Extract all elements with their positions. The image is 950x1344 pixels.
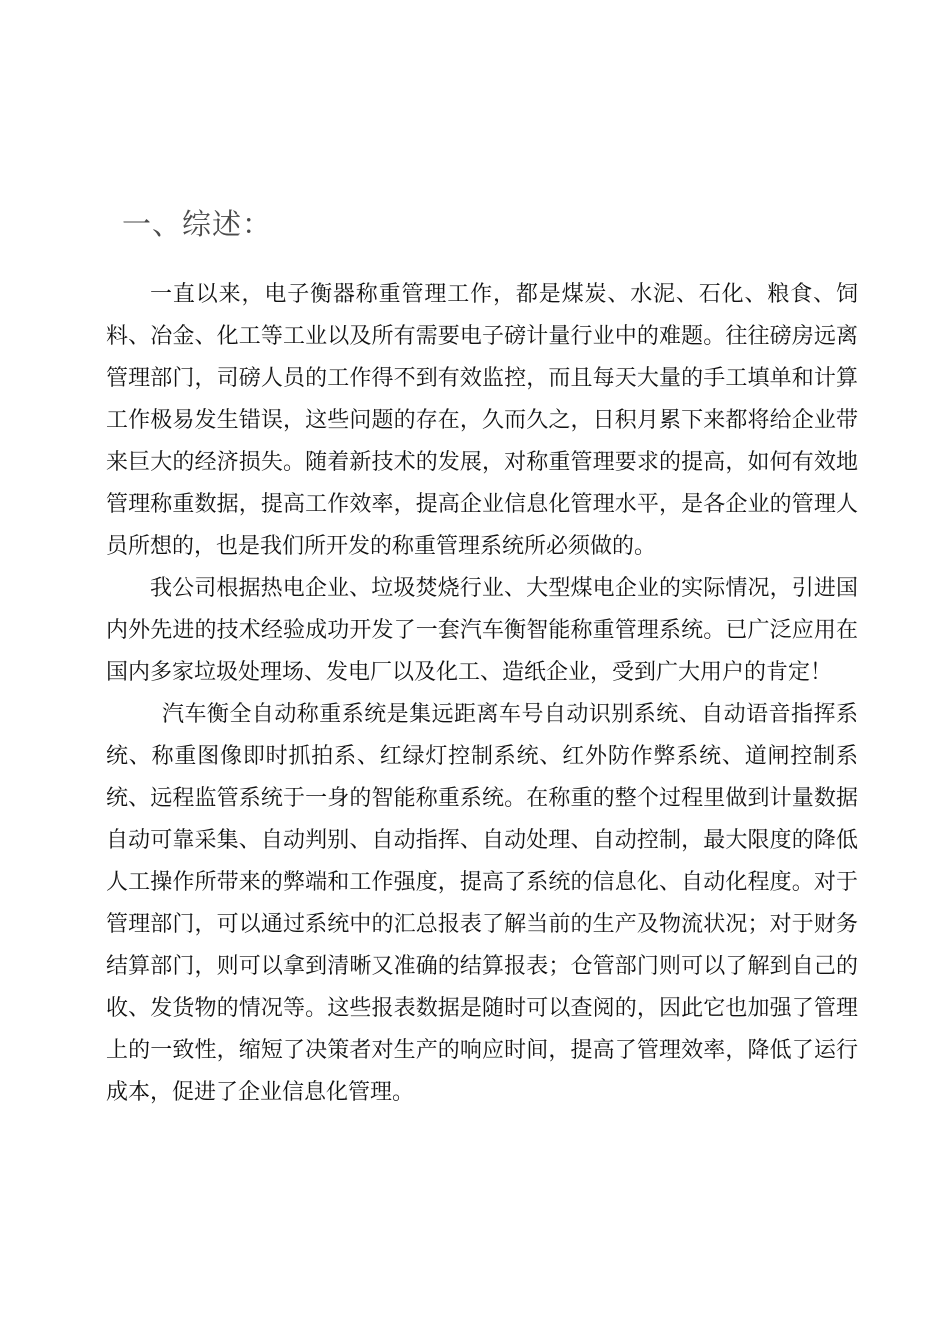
document-body (106, 274, 858, 1114)
paragraph-system-description: 汽车衡全自动称重系统是集远距离车号自动识别系统、自动语音指挥系统、称重图像即时抓拍系、红绿灯控制系统、红外防作弊系统、道闸控制系统、远程监管系统于一身的智能称重系统。在称重的整个过程里做到计量数据自动可靠采集、自动判别、自动指挥、自动处理、自动控制，最大限度的降低人工操作所带来的弊端和工作强度，提高了系统的信息化、自动化程度。对于管理部门，可以通过系统中的汇总报表了解当前的生产及物流状况；对于财务结算部门，则可以拿到清晰又准确的结算报表；仓管部门则可以了解到自己的收、发货物的情况等。这些报表数据是随时可以查阅的，因此它也加强了管理上的一致性，缩短了决策者对生产的响应时间，提高了管理效率，降低了运行成本，促进了企业信息化管理。 (106, 702, 858, 1105)
section-heading: 一、综述： (122, 207, 273, 241)
paragraph-overview: 一直以来，电子衡器称重管理工作，都是煤炭、水泥、石化、粮食、饲料、冶金、化工等工业以及所有需要电子磅计量行业中的难题。往往磅房远离管理部门，司磅人员的工作得不到有效监控，而且每天大量的手工填单和计算工作极易发生错误，这些问题的存在，久而久之，日积月累下来都将给企业带来巨大的经济损失。随着新技术的发展，对称重管理要求的提高，如何有效地管理称重数据，提高工作效率，提高企业信息化管理水平，是各企业的管理人员所想的，也是我们所开发的称重管理系统所必须做的。 (106, 282, 858, 559)
paragraph-company-intro: 我公司根据热电企业、垃圾焚烧行业、大型煤电企业的实际情况，引进国内外先进的技术经验成功开发了一套汽车衡智能称重管理系统。已广泛应用在国内多家垃圾处理场、发电厂以及化工、造纸企业，受到广大用户的肯定！ (106, 576, 858, 685)
